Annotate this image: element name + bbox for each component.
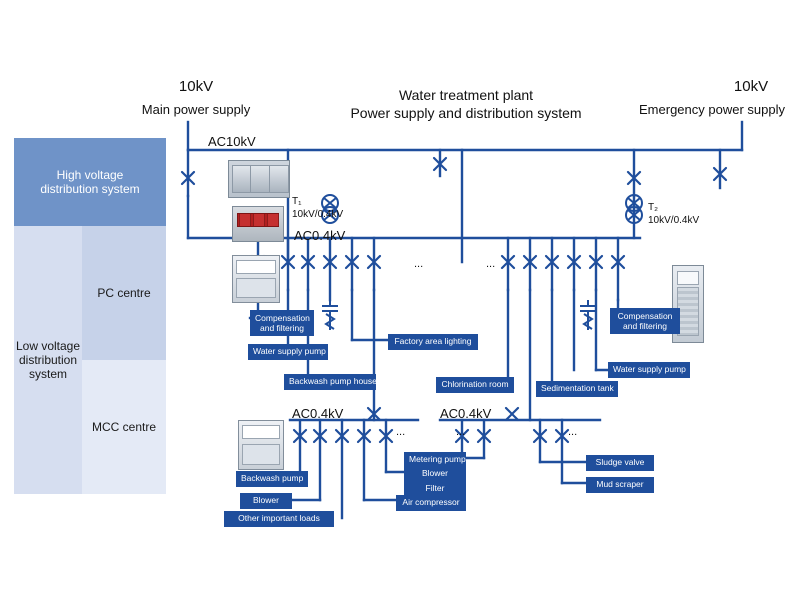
transformer-2-rating: 10kV/0.4kV bbox=[648, 215, 700, 226]
transformer-cabinet bbox=[232, 206, 284, 242]
ac04kv-bus-label: AC0.4kV bbox=[294, 228, 346, 243]
load-backwash-pump-house[interactable] bbox=[284, 374, 376, 390]
legend-pc-centre: PC centre bbox=[82, 226, 166, 360]
ellipsis-mcc-left: ... bbox=[396, 426, 406, 438]
load-label-line1: Sludge valve bbox=[595, 457, 645, 467]
transformer-2-tag: T₂ bbox=[648, 202, 658, 213]
load-other-important-loads[interactable] bbox=[224, 511, 334, 527]
ellipsis-mcc-mid: ... bbox=[456, 426, 466, 438]
load-label-line1: Sedimentation tank bbox=[541, 383, 614, 393]
diagram-title-line2: Power supply and distribution system bbox=[350, 105, 582, 121]
ac10kv-bus-label: AC10kV bbox=[208, 134, 256, 149]
hv-switchgear-cabinet bbox=[228, 160, 290, 198]
load-label-line1: Blower bbox=[253, 495, 279, 505]
legend-hv-line2: distribution system bbox=[40, 182, 140, 196]
legend-mcc-centre: MCC centre bbox=[82, 360, 166, 494]
legend-lv-line1: Low voltage bbox=[15, 339, 81, 353]
load-label-line1: Chlorination room bbox=[441, 379, 509, 389]
load-water-supply-pump-left[interactable] bbox=[248, 344, 328, 360]
load-label-line1: Backwash pump bbox=[241, 473, 304, 483]
ac04kv-mcc-left-label: AC0.4kV bbox=[292, 406, 344, 421]
ellipsis-mcc-right: ... bbox=[568, 426, 578, 438]
load-air-compressor[interactable] bbox=[396, 495, 466, 511]
legend-hv-line1: High voltage bbox=[56, 168, 124, 182]
load-blower-left[interactable] bbox=[240, 493, 292, 509]
load-factory-area-lighting[interactable] bbox=[388, 334, 478, 350]
diagram-title-line1: Water treatment plant bbox=[398, 87, 534, 103]
left-supply-voltage: 10kV bbox=[178, 78, 214, 95]
load-label-line1: Other important loads bbox=[238, 513, 320, 523]
load-backwash-pump[interactable] bbox=[236, 471, 308, 487]
load-label-line1: Water supply pump bbox=[253, 346, 326, 356]
load-label-line1: Mud scraper bbox=[596, 479, 644, 489]
ellipsis-lv-right: ... bbox=[486, 258, 496, 270]
load-label-line1: Backwash pump house bbox=[289, 376, 377, 386]
load-compensation-filtering-left[interactable] bbox=[250, 310, 314, 336]
load-label-line1: Compensation bbox=[255, 313, 310, 323]
load-sedimentation-tank[interactable] bbox=[536, 381, 618, 397]
load-label-line1: Factory area lighting bbox=[394, 336, 472, 346]
load-label-line1: Filter bbox=[425, 483, 445, 493]
load-label-line1: Blower bbox=[422, 468, 448, 478]
lv-distribution-panel bbox=[232, 255, 280, 303]
legend-high-voltage bbox=[14, 138, 166, 226]
transformer-1-tag: T₁ bbox=[292, 196, 302, 207]
load-label-line1: Compensation bbox=[617, 311, 673, 321]
load-label-line1: Water supply pump bbox=[613, 364, 686, 374]
load-blower-mid[interactable] bbox=[404, 466, 466, 482]
legend-lv-line2: distribution system bbox=[18, 353, 78, 381]
legend-low-voltage bbox=[14, 226, 82, 494]
left-supply-caption: Main power supply bbox=[141, 102, 251, 117]
load-label-line1: Metering pump bbox=[409, 454, 466, 464]
right-supply-voltage: 10kV bbox=[733, 78, 769, 95]
load-water-supply-pump-right[interactable] bbox=[608, 362, 690, 378]
mcc-panel bbox=[238, 420, 284, 470]
ellipsis-lv-left: ... bbox=[414, 258, 424, 270]
load-sludge-valve[interactable] bbox=[586, 455, 654, 471]
load-label-line2: and filtering bbox=[260, 323, 304, 334]
load-label-line1: Air compressor bbox=[402, 497, 460, 507]
load-compensation-filtering-right[interactable] bbox=[610, 308, 680, 334]
load-chlorination-room[interactable] bbox=[436, 377, 514, 393]
transformer-1-rating: 10kV/0.4kV bbox=[292, 209, 344, 220]
legend-panel bbox=[14, 138, 166, 494]
ac04kv-mcc-right-label: AC0.4kV bbox=[440, 406, 492, 421]
load-mud-scraper[interactable] bbox=[586, 477, 654, 493]
load-label-line2: and filtering bbox=[623, 321, 667, 332]
right-supply-caption: Emergency power supply bbox=[639, 102, 785, 117]
